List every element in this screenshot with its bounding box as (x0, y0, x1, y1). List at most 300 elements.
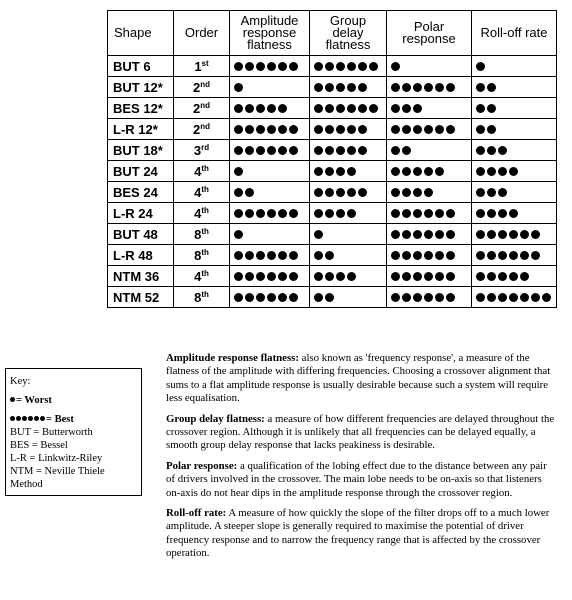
crossover-comparison-table-container (107, 10, 556, 312)
cell-rating-amplitude (230, 98, 310, 119)
rating-dot (509, 167, 518, 176)
rating-dot (314, 83, 323, 92)
cell-rating-group-delay (310, 245, 387, 266)
rating-dot (325, 146, 334, 155)
cell-order (174, 182, 230, 203)
cell-order (174, 56, 230, 77)
rating-dot (424, 251, 433, 260)
rating-dot (358, 188, 367, 197)
rating-dot (424, 188, 433, 197)
rating-dot (256, 209, 265, 218)
rating-dots (314, 251, 334, 260)
key-dot (16, 416, 21, 421)
rating-dot (347, 209, 356, 218)
rating-dot (487, 293, 496, 302)
rating-dot (234, 251, 243, 260)
header-amplitude (230, 11, 310, 56)
cell-shape: BES 24 (108, 182, 174, 203)
rating-dot (314, 209, 323, 218)
cell-shape: L-R 24 (108, 203, 174, 224)
table-row (108, 245, 557, 266)
rating-dot (435, 167, 444, 176)
rating-dots (314, 209, 356, 218)
rating-dots (391, 62, 400, 71)
rating-dots (314, 188, 367, 197)
rating-dot (278, 209, 287, 218)
rating-dots (476, 167, 518, 176)
rating-dot (325, 104, 334, 113)
cell-rating-rolloff (472, 266, 557, 287)
rating-dot (446, 125, 455, 134)
key-dot (34, 416, 39, 421)
rating-dot (347, 125, 356, 134)
rating-dot (391, 188, 400, 197)
rating-dot (278, 146, 287, 155)
rating-dot (435, 230, 444, 239)
rating-dot (245, 104, 254, 113)
rating-dot (498, 230, 507, 239)
rating-dot (289, 62, 298, 71)
rating-dot (402, 146, 411, 155)
rating-dot (289, 293, 298, 302)
rating-dot (289, 209, 298, 218)
order-number: 8 (194, 226, 202, 242)
rating-dot (336, 62, 345, 71)
table-row (108, 98, 557, 119)
rating-dot (347, 104, 356, 113)
cell-shape: BUT 12* (108, 77, 174, 98)
table-row (108, 182, 557, 203)
definition-term: Amplitude response flatness: (166, 352, 299, 364)
rating-dot (402, 188, 411, 197)
rating-dot (289, 125, 298, 134)
rating-dot (278, 125, 287, 134)
rating-dot (234, 272, 243, 281)
rating-dot (314, 251, 323, 260)
rating-dot (314, 272, 323, 281)
cell-rating-polar (387, 140, 472, 161)
key-title: Key: (10, 376, 31, 387)
rating-dot (267, 62, 276, 71)
rating-dot (314, 62, 323, 71)
rating-dot (402, 251, 411, 260)
cell-shape: NTM 52 (108, 287, 174, 308)
rating-dot (245, 125, 254, 134)
rating-dot (267, 209, 276, 218)
order-suffix: th (201, 289, 209, 299)
rating-dot (498, 167, 507, 176)
rating-dot (336, 125, 345, 134)
key-abbrev-2: L-R = Linkwitz-Riley (10, 453, 103, 464)
definition-text: a qualification of the lobing effect due to the distance between any pair of drivers involved in the crossover. The main lobe needs to be on-axis so that listeners on-axis do not hear dips in the amplitude response through the crossover region. (166, 459, 547, 499)
crossover-comparison-table (107, 10, 557, 308)
table-body (108, 56, 557, 308)
rating-dot (256, 272, 265, 281)
key-best-label: = Best (46, 414, 74, 425)
rating-dot (289, 146, 298, 155)
cell-rating-group-delay (310, 182, 387, 203)
rating-dot (234, 209, 243, 218)
rating-dot (391, 230, 400, 239)
rating-dot (325, 83, 334, 92)
cell-shape: L-R 12* (108, 119, 174, 140)
rating-dot (234, 230, 243, 239)
rating-dot (509, 251, 518, 260)
header-rolloff: Roll-off rate (472, 11, 557, 56)
cell-order (174, 224, 230, 245)
rating-dot (347, 62, 356, 71)
rating-dot (391, 251, 400, 260)
rating-dots (476, 104, 496, 113)
order-number: 4 (194, 184, 202, 200)
rating-dots (391, 230, 455, 239)
key-box (5, 368, 142, 496)
rating-dot (325, 251, 334, 260)
rating-dot (476, 251, 485, 260)
cell-rating-group-delay (310, 119, 387, 140)
rating-dot (413, 293, 422, 302)
rating-dot (413, 251, 422, 260)
key-worst (10, 394, 137, 407)
header-group-delay (310, 11, 387, 56)
cell-rating-rolloff (472, 98, 557, 119)
header-shape: Shape (108, 11, 174, 56)
rating-dot (336, 167, 345, 176)
cell-rating-group-delay (310, 266, 387, 287)
key-abbrev-1: BES = Bessel (10, 440, 68, 451)
header-order: Order (174, 11, 230, 56)
rating-dot (413, 104, 422, 113)
definition-rolloff (166, 507, 558, 561)
rating-dot (476, 83, 485, 92)
rating-dot (245, 188, 254, 197)
rating-dots (476, 125, 496, 134)
rating-dot (487, 272, 496, 281)
rating-dot (336, 272, 345, 281)
definition-amplitude (166, 352, 558, 406)
rating-dots (234, 251, 298, 260)
cell-rating-polar (387, 77, 472, 98)
rating-dot (509, 209, 518, 218)
cell-rating-polar (387, 266, 472, 287)
header-group-line3: flatness (325, 37, 371, 52)
rating-dot (413, 230, 422, 239)
cell-rating-rolloff (472, 77, 557, 98)
cell-rating-amplitude (230, 224, 310, 245)
cell-rating-rolloff (472, 161, 557, 182)
cell-order (174, 266, 230, 287)
rating-dot (256, 293, 265, 302)
cell-order (174, 119, 230, 140)
cell-rating-polar (387, 224, 472, 245)
rating-dot (435, 272, 444, 281)
key-dot (28, 416, 33, 421)
rating-dot (234, 188, 243, 197)
key-dot (10, 397, 15, 402)
order-suffix: th (201, 226, 209, 236)
header-group-line1: Group (329, 13, 367, 28)
rating-dot (336, 146, 345, 155)
rating-dot (487, 188, 496, 197)
cell-rating-group-delay (310, 224, 387, 245)
rating-dot (278, 272, 287, 281)
rating-dot (358, 62, 367, 71)
rating-dot (336, 209, 345, 218)
rating-dots (314, 167, 356, 176)
rating-dot (476, 104, 485, 113)
table-row (108, 56, 557, 77)
rating-dot (424, 83, 433, 92)
order-suffix: rd (201, 142, 210, 152)
rating-dots (314, 104, 378, 113)
rating-dot (498, 272, 507, 281)
rating-dot (402, 230, 411, 239)
rating-dot (391, 125, 400, 134)
rating-dot (476, 188, 485, 197)
rating-dot (531, 230, 540, 239)
definition-text: a measure of how different frequencies are delayed throughout the crossover region. Although it is unlikely that all frequencies can be delayed equally, a smooth group delay response that lacks peakiness is desirable. (166, 412, 555, 452)
cell-rating-group-delay (310, 140, 387, 161)
cell-rating-rolloff (472, 182, 557, 203)
rating-dot (542, 293, 551, 302)
rating-dot (314, 188, 323, 197)
rating-dot (446, 83, 455, 92)
order-suffix: nd (200, 79, 210, 89)
cell-rating-amplitude (230, 245, 310, 266)
rating-dot (256, 146, 265, 155)
definitions (166, 352, 558, 568)
rating-dot (325, 293, 334, 302)
cell-shape: L-R 48 (108, 245, 174, 266)
rating-dot (435, 83, 444, 92)
rating-dots (234, 167, 243, 176)
cell-rating-amplitude (230, 77, 310, 98)
rating-dot (476, 293, 485, 302)
rating-dot (267, 104, 276, 113)
rating-dot (446, 272, 455, 281)
rating-dot (498, 146, 507, 155)
rating-dot (347, 188, 356, 197)
rating-dot (278, 293, 287, 302)
header-polar-line2: response (402, 31, 456, 46)
rating-dots (476, 293, 551, 302)
rating-dots (476, 188, 507, 197)
rating-dot (325, 272, 334, 281)
rating-dot (476, 167, 485, 176)
rating-dot (289, 272, 298, 281)
rating-dot (402, 272, 411, 281)
order-number: 2 (192, 79, 201, 95)
order-number: 4 (194, 163, 202, 179)
rating-dots (234, 272, 298, 281)
cell-rating-group-delay (310, 77, 387, 98)
rating-dot (278, 251, 287, 260)
table-row (108, 224, 557, 245)
rating-dot (446, 251, 455, 260)
definition-polar (166, 460, 558, 500)
rating-dot (476, 146, 485, 155)
rating-dot (520, 272, 529, 281)
table-row (108, 287, 557, 308)
rating-dot (487, 167, 496, 176)
rating-dot (509, 293, 518, 302)
rating-dot (509, 230, 518, 239)
cell-shape: BUT 6 (108, 56, 174, 77)
cell-rating-polar (387, 98, 472, 119)
rating-dot (402, 209, 411, 218)
cell-shape: BES 12* (108, 98, 174, 119)
cell-order (174, 161, 230, 182)
rating-dot (267, 251, 276, 260)
table-row (108, 266, 557, 287)
rating-dot (245, 62, 254, 71)
rating-dot (245, 146, 254, 155)
rating-dots (476, 146, 507, 155)
rating-dot (289, 251, 298, 260)
cell-shape: BUT 18* (108, 140, 174, 161)
key-best-dots (10, 414, 46, 425)
rating-dot (245, 293, 254, 302)
rating-dot (325, 62, 334, 71)
rating-dot (234, 167, 243, 176)
rating-dots (391, 209, 455, 218)
rating-dot (446, 293, 455, 302)
cell-rating-group-delay (310, 56, 387, 77)
rating-dot (520, 230, 529, 239)
rating-dot (413, 209, 422, 218)
rating-dots (314, 230, 323, 239)
rating-dot (476, 62, 485, 71)
rating-dot (267, 146, 276, 155)
rating-dot (267, 125, 276, 134)
cell-rating-polar (387, 287, 472, 308)
rating-dot (325, 125, 334, 134)
rating-dot (413, 83, 422, 92)
rating-dots (314, 146, 367, 155)
rating-dot (487, 83, 496, 92)
cell-rating-polar (387, 161, 472, 182)
rating-dots (476, 251, 540, 260)
definition-group-delay (166, 413, 558, 453)
cell-rating-rolloff (472, 245, 557, 266)
rating-dots (234, 188, 254, 197)
rating-dots (391, 167, 444, 176)
rating-dot (446, 230, 455, 239)
cell-rating-rolloff (472, 119, 557, 140)
rating-dot (424, 293, 433, 302)
rating-dot (278, 62, 287, 71)
rating-dots (391, 125, 455, 134)
order-number: 8 (194, 247, 202, 263)
rating-dot (424, 125, 433, 134)
rating-dot (402, 293, 411, 302)
header-polar (387, 11, 472, 56)
rating-dot (476, 209, 485, 218)
rating-dot (413, 188, 422, 197)
rating-dot (476, 272, 485, 281)
rating-dot (358, 125, 367, 134)
rating-dot (336, 188, 345, 197)
order-number: 3 (193, 142, 202, 158)
rating-dot (424, 272, 433, 281)
cell-order (174, 98, 230, 119)
order-number: 2 (192, 100, 201, 116)
order-suffix: th (201, 184, 209, 194)
rating-dot (358, 146, 367, 155)
rating-dot (234, 146, 243, 155)
order-number: 8 (194, 289, 202, 305)
rating-dots (314, 272, 356, 281)
rating-dots (234, 230, 243, 239)
rating-dot (347, 83, 356, 92)
key-worst-label: = Worst (16, 395, 52, 406)
rating-dot (402, 167, 411, 176)
rating-dot (245, 209, 254, 218)
order-suffix: st (201, 58, 209, 68)
header-amplitude-line1: Amplitude (240, 13, 299, 28)
rating-dot (413, 272, 422, 281)
rating-dots (476, 272, 529, 281)
rating-dots (314, 83, 367, 92)
rating-dot (314, 125, 323, 134)
rating-dots (234, 62, 298, 71)
rating-dot (487, 104, 496, 113)
cell-order (174, 140, 230, 161)
rating-dot (336, 83, 345, 92)
rating-dot (391, 83, 400, 92)
definition-text: also known as 'frequency response', a measure of the flatness of the amplitude with differing frequencies. Choosing a crossover alignment that sums to a flat amplitude response is usually desirable because such a system will require less equalisation. (166, 352, 551, 405)
key-abbrev-3: NTM = Neville Thiele (10, 466, 105, 477)
rating-dot (413, 125, 422, 134)
cell-rating-polar (387, 56, 472, 77)
cell-rating-amplitude (230, 161, 310, 182)
cell-rating-polar (387, 182, 472, 203)
order-number: 4 (194, 268, 202, 284)
rating-dot (314, 230, 323, 239)
cell-rating-amplitude (230, 182, 310, 203)
order-number: 2 (192, 121, 201, 137)
table-row (108, 161, 557, 182)
cell-order (174, 287, 230, 308)
table-row (108, 140, 557, 161)
rating-dot (391, 62, 400, 71)
rating-dot (234, 125, 243, 134)
rating-dot (402, 83, 411, 92)
order-suffix: nd (200, 100, 210, 110)
table-row (108, 77, 557, 98)
cell-rating-rolloff (472, 224, 557, 245)
rating-dot (487, 125, 496, 134)
rating-dot (256, 125, 265, 134)
order-number: 1 (194, 58, 202, 74)
cell-rating-group-delay (310, 161, 387, 182)
rating-dots (314, 62, 378, 71)
rating-dot (267, 272, 276, 281)
cell-rating-rolloff (472, 287, 557, 308)
rating-dot (278, 104, 287, 113)
cell-rating-polar (387, 119, 472, 140)
rating-dot (234, 83, 243, 92)
order-suffix: th (201, 163, 209, 173)
rating-dot (487, 146, 496, 155)
rating-dot (256, 251, 265, 260)
cell-rating-amplitude (230, 56, 310, 77)
order-suffix: th (201, 268, 209, 278)
rating-dot (435, 125, 444, 134)
definition-term: Polar response: (166, 459, 238, 472)
rating-dot (314, 146, 323, 155)
rating-dots (314, 125, 367, 134)
